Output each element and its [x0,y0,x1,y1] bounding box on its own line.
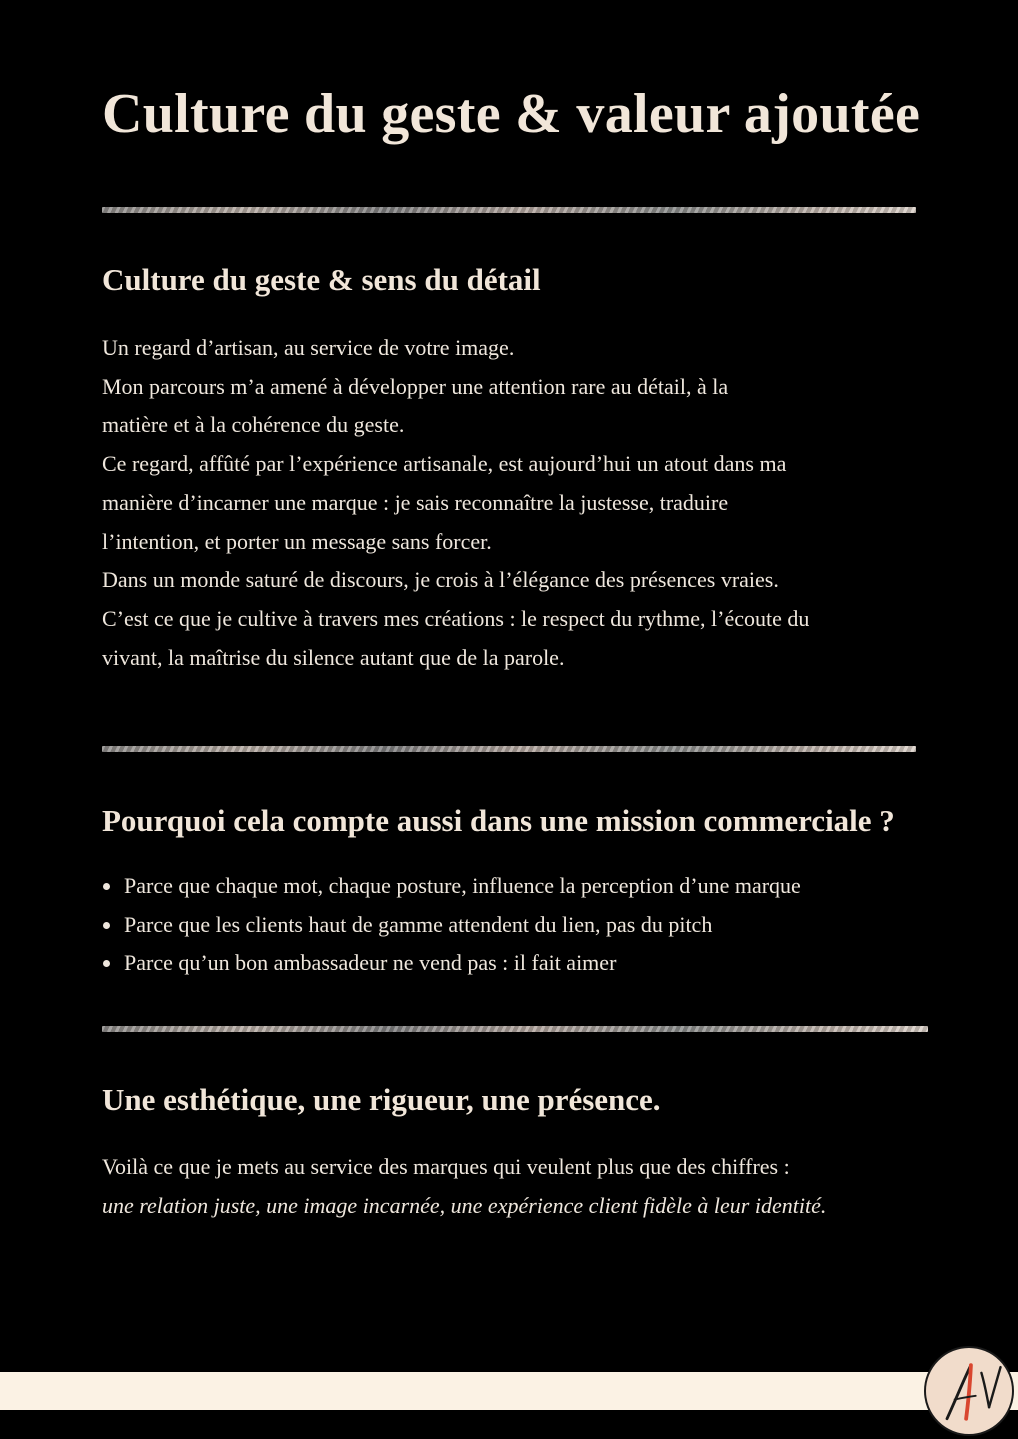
section-heading-presence: Une esthétique, une rigueur, une présence. [102,1082,661,1117]
paragraph-line: Ce regard, affûté par l’expérience artisanale, est aujourd’hui un atout dans ma [102,451,787,477]
page-title: Culture du geste & valeur ajoutée [102,83,921,145]
list-item: Parce que chaque mot, chaque posture, influence la perception d’une marque [102,867,942,906]
list-item: Parce que les clients haut de gamme attendent du lien, pas du pitch [102,906,942,945]
footer-band [0,1372,1018,1410]
marble-divider [102,207,916,213]
marble-divider [102,746,916,752]
section-heading-mission: Pourquoi cela compte aussi dans une mission commerciale ? [102,803,895,838]
marble-divider [102,1026,928,1032]
monogram-logo-icon [926,1348,1012,1434]
paragraph-line: manière d’incarner une marque : je sais reconnaître la justesse, traduire [102,489,729,515]
paragraph-line: l’intention, et porter un message sans forcer. [102,528,492,554]
paragraph-line: Voilà ce que je mets au service des marques qui veulent plus que des chiffres : [102,1154,790,1179]
paragraph-line: vivant, la maîtrise du silence autant que de la parole. [102,644,565,670]
section-heading-culture: Culture du geste & sens du détail [102,262,541,297]
monogram-logo [924,1346,1014,1436]
paragraph-line: C’est ce que je cultive à travers mes créations : le respect du rythme, l’écoute du [102,605,810,631]
culture-paragraph [102,329,932,677]
paragraph-line: matière et à la cohérence du geste. [102,412,405,438]
paragraph-line-italic: une relation juste, une image incarnée, une expérience client fidèle à leur identité. [102,1192,827,1218]
paragraph-line: Dans un monde saturé de discours, je crois à l’élégance des présences vraies. [102,567,779,593]
list-item: Parce qu’un bon ambassadeur ne vend pas : il fait aimer [102,944,942,983]
presence-paragraph [102,1148,932,1225]
paragraph-line: Mon parcours m’a amené à développer une attention rare au détail, à la [102,373,729,399]
paragraph-line: Un regard d’artisan, au service de votre image. [102,335,515,360]
reasons-list [102,867,942,983]
